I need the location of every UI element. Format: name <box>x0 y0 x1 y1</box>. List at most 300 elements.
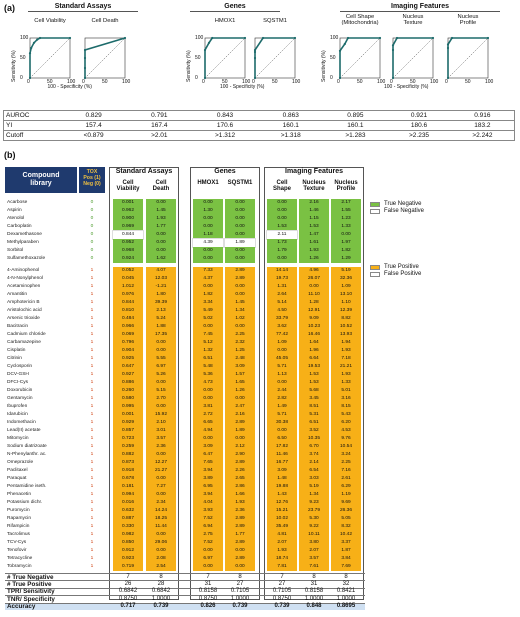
roc-point <box>392 49 394 51</box>
roc-y-tick: 0 <box>20 75 23 81</box>
summary-value: 0.826 <box>200 603 216 610</box>
value-cell: 3.57 <box>299 555 329 563</box>
value-cell: 2.14 <box>299 459 329 467</box>
roc-title-0: Cell Viability <box>34 18 66 24</box>
col-header-3: SQSTM1 <box>227 180 253 186</box>
value-cell: 1.48 <box>267 475 297 483</box>
panel-b-label: (b) <box>4 150 16 160</box>
value-cell: 0.00 <box>193 255 223 263</box>
value-cell: 4.39 <box>193 239 223 247</box>
roc-title-6: Nucleus Profile <box>457 14 479 27</box>
compound-name: Potassium dichr. <box>7 500 43 505</box>
value-cell: 3.45 <box>299 395 329 403</box>
value-cell: 3.94 <box>193 467 223 475</box>
value-cell: 2.64 <box>267 291 297 299</box>
value-cell: 9.22 <box>299 523 329 531</box>
value-cell: 6.65 <box>193 419 223 427</box>
value-cell: 1.96 <box>299 347 329 355</box>
metrics-value: >1.312 <box>192 131 258 141</box>
roc-point <box>211 37 213 39</box>
summary-value: 0.848 <box>306 603 322 610</box>
value-cell: 3.80 <box>299 539 329 547</box>
roc-diagonal <box>393 38 433 78</box>
metrics-value: 167.4 <box>126 121 192 131</box>
value-cell: 0.844 <box>113 299 143 307</box>
value-cell: 1.93 <box>146 215 176 223</box>
value-cell: 1.34 <box>299 491 329 499</box>
metrics-value: 0.791 <box>126 111 192 121</box>
summary-value: 0.739 <box>153 603 169 610</box>
summary-value: 27 <box>278 580 286 587</box>
tox-flag: 1 <box>90 516 94 521</box>
value-cell: 10.42 <box>331 531 361 539</box>
summary-label: # True Positive <box>7 580 52 588</box>
tox-flag: 1 <box>90 276 94 281</box>
metrics-value: 0.829 <box>61 111 127 121</box>
value-cell: 6.54 <box>299 467 329 475</box>
metrics-value: >2.01 <box>126 131 192 141</box>
metrics-value: 0.916 <box>451 111 515 121</box>
roc-point <box>208 42 210 44</box>
roc-point <box>29 52 31 54</box>
value-cell: 5.05 <box>331 515 361 523</box>
summary-value: 7 <box>206 573 210 580</box>
value-cell: 5.12 <box>193 339 223 347</box>
roc-y-tick: 0 <box>195 75 198 81</box>
value-cell: 4.04 <box>193 499 223 507</box>
value-cell: 1.53 <box>299 379 329 387</box>
value-cell: 2.32 <box>225 339 255 347</box>
roc-x-tick: 0 <box>337 79 340 85</box>
summary-value: 32 <box>342 580 350 587</box>
value-cell: 1.43 <box>267 491 297 499</box>
value-cell: 0.00 <box>267 379 297 387</box>
value-cell: 3.09 <box>267 467 297 475</box>
value-cell: 11.46 <box>267 451 297 459</box>
compound-name: Puromycin <box>7 508 30 513</box>
value-cell: 0.00 <box>193 199 223 207</box>
roc-x-tick: 0 <box>445 79 448 85</box>
summary-value: 1.0000 <box>230 595 250 602</box>
value-cell: 0.181 <box>113 483 143 491</box>
roc-y-tick: 100 <box>330 35 339 41</box>
value-cell: 0.678 <box>113 475 143 483</box>
roc-point <box>84 49 86 51</box>
summary-value: 0.717 <box>120 603 136 610</box>
value-cell: 3.94 <box>193 491 223 499</box>
value-cell: 0.00 <box>225 215 255 223</box>
roc-y-axis-label: Sensitivity (%) <box>11 50 17 82</box>
value-cell: 4.96 <box>299 267 329 275</box>
tox-flag: 0 <box>90 216 94 221</box>
roc-x-tick: 0 <box>390 79 393 85</box>
value-cell: 3.93 <box>193 507 223 515</box>
tox-flag: 0 <box>90 208 94 213</box>
value-cell: 1.57 <box>225 371 255 379</box>
compound-name: Bacitracin <box>7 324 29 329</box>
roc-x-tick: 100 <box>377 79 386 85</box>
tox-flag: 1 <box>90 364 94 369</box>
value-cell: 0.00 <box>331 231 361 239</box>
summary-value: 28 <box>157 580 165 587</box>
value-cell: 6.70 <box>299 443 329 451</box>
value-cell: 2.25 <box>331 459 361 467</box>
roc-x-tick: 100 <box>67 79 76 85</box>
roc-point <box>379 37 381 39</box>
value-cell: 17.35 <box>146 331 176 339</box>
value-cell: 8.82 <box>331 315 361 323</box>
metrics-label: AUROC <box>4 111 61 121</box>
roc-diagonal <box>340 38 380 78</box>
value-cell: 2.89 <box>225 419 255 427</box>
value-cell: 0.330 <box>113 523 143 531</box>
value-cell: 2.44 <box>267 387 297 395</box>
value-cell: 4.53 <box>331 427 361 435</box>
value-cell: 4.81 <box>267 531 297 539</box>
roc-x-tick: 50 <box>47 79 53 85</box>
roc-diagonal <box>205 38 245 78</box>
value-cell: 6.51 <box>193 355 223 363</box>
value-cell: 14.24 <box>146 507 176 515</box>
tox-flag: 1 <box>90 556 94 561</box>
value-cell: 1.62 <box>146 255 176 263</box>
value-cell: 2.89 <box>225 275 255 283</box>
compound-name: Sorbitol <box>7 248 24 253</box>
value-cell: 3.34 <box>193 299 223 307</box>
compound-name: Atenolol <box>7 216 25 221</box>
results-table <box>5 165 358 614</box>
summary-label: # True Negative <box>7 573 54 581</box>
summary-value: 8 <box>312 573 316 580</box>
value-cell: 3.74 <box>299 451 329 459</box>
summary-value: 1.0000 <box>151 595 171 602</box>
value-cell: 0.00 <box>193 547 223 555</box>
value-cell: 77.42 <box>267 331 297 339</box>
value-cell: 1.34 <box>225 307 255 315</box>
value-cell: 2.10 <box>146 419 176 427</box>
value-cell: 3.52 <box>299 427 329 435</box>
value-cell: 5.30 <box>299 515 329 523</box>
value-cell: 3.09 <box>193 443 223 451</box>
summary-value: 0.8750 <box>118 595 138 602</box>
tox-flag: 1 <box>90 292 94 297</box>
value-cell: 13.10 <box>331 291 361 299</box>
tox-flag: 1 <box>90 412 94 417</box>
value-cell: 0.00 <box>146 339 176 347</box>
compound-name: Arsenic trioxide <box>7 316 40 321</box>
tox-flag: 1 <box>90 388 94 393</box>
compound-name: Acetaminophen <box>7 284 41 289</box>
value-cell: 0.923 <box>113 555 143 563</box>
summary-value: 0.8695 <box>336 603 356 610</box>
tox-flag: 1 <box>90 340 94 345</box>
value-cell: 0.00 <box>146 403 176 411</box>
compound-name: Mitomycin <box>7 436 29 441</box>
value-cell: 1.23 <box>331 215 361 223</box>
compound-name: Sulfamethoxazole <box>7 256 46 261</box>
value-cell: 0.00 <box>267 215 297 223</box>
value-cell: 1.73 <box>267 239 297 247</box>
legend-label: True Negative <box>384 201 422 207</box>
value-cell: 2.82 <box>267 395 297 403</box>
summary-value: 0.8750 <box>272 595 292 602</box>
value-cell: 11.44 <box>146 523 176 531</box>
value-cell: 0.886 <box>113 379 143 387</box>
value-cell: 1.88 <box>146 323 176 331</box>
value-cell: 4.07 <box>146 267 176 275</box>
value-cell: 0.00 <box>193 563 223 571</box>
value-cell: 0.00 <box>193 435 223 443</box>
summary-value: 8 <box>159 573 163 580</box>
value-cell: 9.69 <box>331 499 361 507</box>
value-cell: 2.70 <box>146 395 176 403</box>
value-cell: 1.53 <box>267 223 297 231</box>
value-cell: 5.68 <box>299 387 329 395</box>
roc-title-3: SQSTM1 <box>263 18 287 24</box>
tox-flag: 1 <box>90 508 94 513</box>
value-cell: 1.93 <box>331 371 361 379</box>
roc-point <box>347 37 349 39</box>
compound-name: 4-Aminophenol <box>7 268 40 273</box>
tox-flag: 1 <box>90 428 94 433</box>
summary-value: 31 <box>204 580 212 587</box>
metrics-row <box>4 121 515 131</box>
value-cell: 0.00 <box>193 215 223 223</box>
value-cell: 2.11 <box>267 231 297 239</box>
tox-flag: 1 <box>90 564 94 569</box>
value-cell: 0.00 <box>146 247 176 255</box>
value-cell: 7.52 <box>193 515 223 523</box>
compound-name: Sodium diatrizoate <box>7 444 47 449</box>
roc-x-tick: 50 <box>102 79 108 85</box>
roc-point <box>84 67 86 69</box>
value-cell: 2.12 <box>225 443 255 451</box>
tox-flag: 1 <box>90 380 94 385</box>
tox-flag: 1 <box>90 452 94 457</box>
value-cell: 2.36 <box>225 507 255 515</box>
tox-flag: 1 <box>90 540 94 545</box>
header-tox: TOX Pos (1) Neg (0) <box>79 167 105 193</box>
value-cell: 1.55 <box>331 207 361 215</box>
metrics-value: 0.863 <box>258 111 324 121</box>
group-header-standard-assays: Standard Assays <box>28 3 138 12</box>
roc-x-axis-label: 100 - Specificity (%) <box>384 84 429 90</box>
value-cell: 3.81 <box>193 403 223 411</box>
value-cell: 4.94 <box>193 427 223 435</box>
value-cell: 10.35 <box>299 435 329 443</box>
value-cell: 7.18 <box>331 355 361 363</box>
tox-flag: 0 <box>90 224 94 229</box>
compound-name: DCV-GSH <box>7 372 29 377</box>
summary-value: 0.8158 <box>304 588 324 595</box>
roc-point <box>339 50 341 52</box>
value-cell: 2.89 <box>225 539 255 547</box>
roc-x-tick: 50 <box>357 79 363 85</box>
legend-swatch <box>370 202 380 207</box>
summary-label: TNR/ Specificity <box>7 595 55 603</box>
col-header-0: Cell Viability <box>116 180 140 193</box>
compound-name: Rifampicin <box>7 524 30 529</box>
roc-point <box>447 47 449 49</box>
tox-flag: 1 <box>90 308 94 313</box>
value-cell: 0.904 <box>113 347 143 355</box>
value-cell: 0.844 <box>113 231 143 239</box>
value-cell: 1.93 <box>331 347 361 355</box>
value-cell: 13.93 <box>331 331 361 339</box>
value-cell: 5.43 <box>331 411 361 419</box>
value-cell: 3.03 <box>299 475 329 483</box>
value-cell: 12.39 <box>331 307 361 315</box>
metrics-value: 160.1 <box>258 121 324 131</box>
summary-value: 0.8421 <box>336 588 356 595</box>
value-cell: 7.33 <box>193 267 223 275</box>
value-cell: 19.88 <box>267 483 297 491</box>
value-cell: 6.20 <box>331 419 361 427</box>
compound-name: Aspirin <box>7 208 22 213</box>
value-cell: 2.07 <box>267 539 297 547</box>
metrics-value: 0.895 <box>324 111 388 121</box>
col-header-1: Cell Death <box>152 180 170 193</box>
value-cell: 5.02 <box>193 315 223 323</box>
tox-flag: 1 <box>90 460 94 465</box>
roc-y-tick: 50 <box>330 55 336 61</box>
value-cell: 6.50 <box>267 435 297 443</box>
value-cell: 0.00 <box>193 247 223 255</box>
roc-diagonal <box>255 38 295 78</box>
value-cell: 3.37 <box>331 539 361 547</box>
roc-plot-0 <box>29 37 71 79</box>
value-cell: 33.79 <box>267 315 297 323</box>
header-genes: Genes <box>214 168 236 175</box>
value-cell: 2.13 <box>146 307 176 315</box>
value-cell: 1.26 <box>225 387 255 395</box>
metrics-value: >2.235 <box>387 131 451 141</box>
value-cell: 0.00 <box>193 223 223 231</box>
value-cell: 0.00 <box>267 207 297 215</box>
value-cell: 0.982 <box>113 531 143 539</box>
value-cell: 0.912 <box>113 547 143 555</box>
roc-point <box>262 37 264 39</box>
compound-name: DFCI-Cys <box>7 380 29 385</box>
tox-flag: 0 <box>90 232 94 237</box>
roc-diagonal <box>30 38 70 78</box>
value-cell: 5.71 <box>267 411 297 419</box>
tox-flag: 1 <box>90 524 94 529</box>
value-cell: 16.77 <box>267 459 297 467</box>
value-cell: 0.259 <box>113 443 143 451</box>
value-cell: 0.260 <box>113 387 143 395</box>
compound-name: Cisplatin <box>7 348 26 353</box>
value-cell: 0.016 <box>113 499 143 507</box>
value-cell: 1.19 <box>331 491 361 499</box>
value-cell: 6.29 <box>331 483 361 491</box>
value-cell: 0.00 <box>225 323 255 331</box>
value-cell: 0.00 <box>225 255 255 263</box>
value-cell: 7.16 <box>331 467 361 475</box>
value-cell: 0.873 <box>113 459 143 467</box>
value-cell: 0.00 <box>146 451 176 459</box>
value-cell: 1.15 <box>299 215 329 223</box>
value-cell: 10.11 <box>299 531 329 539</box>
value-cell: 0.00 <box>146 531 176 539</box>
value-cell: 12.76 <box>267 499 297 507</box>
value-cell: 0.00 <box>193 387 223 395</box>
value-cell: 1.32 <box>193 347 223 355</box>
value-cell: 1.77 <box>146 223 176 231</box>
tox-flag: 1 <box>90 348 94 353</box>
value-cell: 0.918 <box>113 467 143 475</box>
value-cell: 5.19 <box>331 267 361 275</box>
value-cell: 0.00 <box>193 395 223 403</box>
value-cell: 1.33 <box>331 379 361 387</box>
roc-x-axis-label: 100 - Specificity (%) <box>220 84 265 90</box>
value-cell: 1.64 <box>299 339 329 347</box>
tox-flag: 1 <box>90 332 94 337</box>
value-cell: 0.069 <box>113 331 143 339</box>
tox-flag: 1 <box>90 356 94 361</box>
legend-swatch <box>370 265 380 270</box>
value-cell: 5.19 <box>299 483 329 491</box>
value-cell: 7.69 <box>331 563 361 571</box>
roc-point <box>39 37 41 39</box>
value-cell: 19.73 <box>267 275 297 283</box>
tox-flag: 1 <box>90 492 94 497</box>
roc-x-tick: 0 <box>202 79 205 85</box>
value-cell: 0.484 <box>113 315 143 323</box>
value-cell: 2.86 <box>225 483 255 491</box>
value-cell: 6.95 <box>193 483 223 491</box>
value-cell: 0.723 <box>113 435 143 443</box>
value-cell: 1.31 <box>267 283 297 291</box>
metrics-value: 0.921 <box>387 111 451 121</box>
tox-flag: 1 <box>90 500 94 505</box>
tox-flag: 0 <box>90 248 94 253</box>
roc-x-tick: 100 <box>430 79 439 85</box>
value-cell: 1.45 <box>225 299 255 307</box>
value-cell: 1.66 <box>225 491 255 499</box>
metrics-value: 180.6 <box>387 121 451 131</box>
summary-value: 1.0000 <box>304 595 324 602</box>
value-cell: 5.01 <box>331 387 361 395</box>
roc-x-tick: 100 <box>122 79 131 85</box>
roc-plot-6 <box>447 37 489 79</box>
value-cell: 3.62 <box>267 323 297 331</box>
tox-flag: 1 <box>90 324 94 329</box>
summary-value: 0.739 <box>232 603 248 610</box>
value-cell: 1.80 <box>146 291 176 299</box>
value-cell: 3.09 <box>225 363 255 371</box>
value-cell: 0.887 <box>113 515 143 523</box>
roc-diagonal <box>448 38 488 78</box>
value-cell: 14.14 <box>267 267 297 275</box>
value-cell: 8.15 <box>331 403 361 411</box>
value-cell: 10.54 <box>331 443 361 451</box>
value-cell: 1.13 <box>267 371 297 379</box>
compound-name: Dexamethasone <box>7 232 42 237</box>
value-cell: 1.53 <box>299 371 329 379</box>
value-cell: 5.49 <box>193 307 223 315</box>
legend-swatch <box>370 209 380 214</box>
value-cell: 1.94 <box>331 339 361 347</box>
value-cell: 0.00 <box>225 563 255 571</box>
value-cell: 45.05 <box>267 355 297 363</box>
value-cell: 21.27 <box>146 467 176 475</box>
value-cell: 2.47 <box>225 403 255 411</box>
summary-value: 0.8750 <box>198 595 218 602</box>
group-header-imaging: Imaging Features <box>340 3 500 12</box>
roc-x-tick: 50 <box>410 79 416 85</box>
compound-name: Indomethacin <box>7 420 36 425</box>
